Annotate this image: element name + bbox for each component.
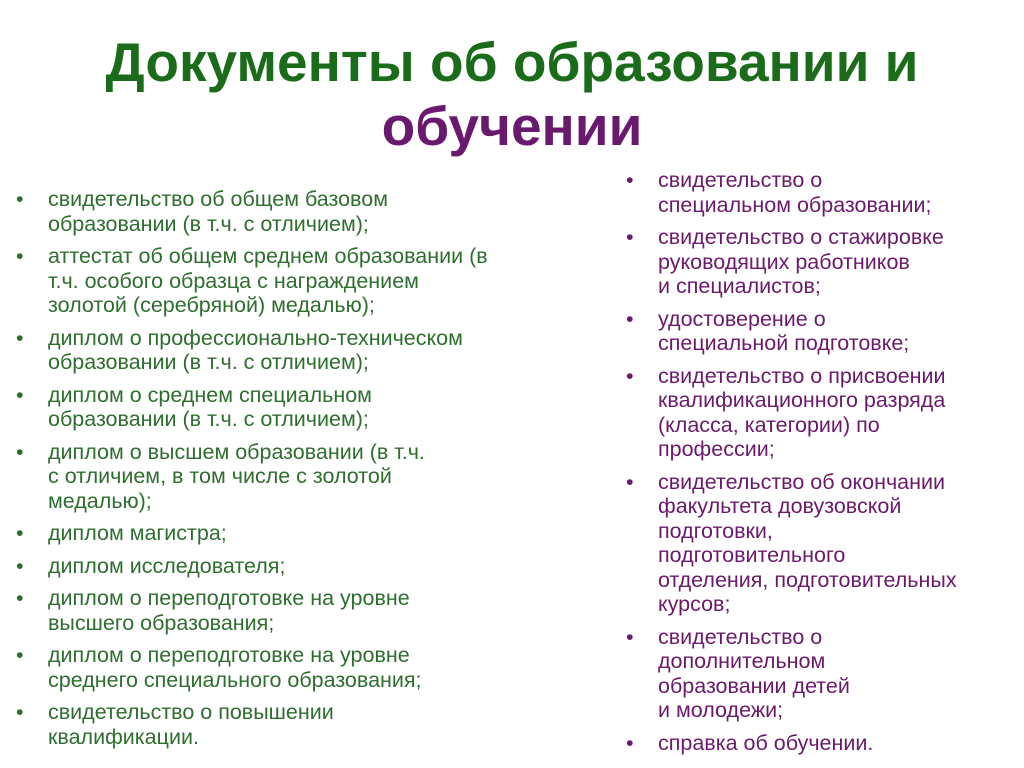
bullet-icon: • <box>626 469 634 494</box>
right-list-item-text-line: свидетельство о присвоении <box>658 363 946 388</box>
bullet-icon: • <box>626 363 634 388</box>
right-list-item-text-line: свидетельство о стажировке <box>658 225 944 249</box>
right-list-item-text-line: (класса, категории) по <box>658 412 880 437</box>
left-list-item-text-line: диплом о переподготовке на уровне <box>48 586 410 610</box>
right-list-item <box>620 225 1020 299</box>
left-list-item-text-line: диплом о профессионально-техническом <box>48 325 463 350</box>
right-list-item-text-line: отделения, подготовительных <box>658 567 957 592</box>
slide-title <box>0 30 1024 158</box>
left-list-item-text-line: свидетельство о повышении <box>48 700 334 724</box>
bullet-icon: • <box>16 439 24 464</box>
right-list-item-text-line: удостоверение о <box>658 306 826 331</box>
left-list-item-text-line: образовании (в т.ч. с отличием); <box>48 407 369 431</box>
right-list-item <box>620 625 1020 723</box>
left-list-item-text-line: т.ч. особого образца с награждением <box>48 268 419 293</box>
right-list-item-text-line: свидетельство об окончании <box>658 469 946 494</box>
right-list-item <box>620 168 1020 217</box>
left-list-item <box>10 554 580 579</box>
right-list-item-text-line: специальном образовании; <box>658 192 932 217</box>
right-list-item-text-line: руководящих работников <box>658 249 910 274</box>
left-list-item-text-line: квалификации. <box>48 724 199 749</box>
right-list-item-text-line: факультета довузовской <box>658 494 902 518</box>
bullet-icon: • <box>626 730 634 755</box>
right-list-item-text-line: и специалистов; <box>658 274 821 298</box>
left-list-item-text-line: золотой (серебряной) медалью); <box>48 293 375 317</box>
left-list-item-text-line: свидетельство об общем базовом <box>48 187 388 211</box>
right-list-item-text-line: подготовительного <box>658 543 846 567</box>
left-list-item-text-line: аттестат об общем среднем образовании (в <box>48 244 488 268</box>
right-list-item-text-line: справка об обучении. <box>658 730 874 755</box>
right-list-item <box>620 364 1020 462</box>
left-list-item-text-line: диплом о среднем специальном <box>48 382 372 407</box>
right-list-item-text-line: специальной подготовке; <box>658 331 910 355</box>
left-list-item-text-line: медалью); <box>48 488 152 513</box>
right-list-item <box>620 307 1020 356</box>
bullet-icon: • <box>16 244 24 268</box>
right-list-item-text-line: подготовки, <box>658 518 773 543</box>
right-list-item-text-line: курсов; <box>658 592 731 616</box>
bullet-icon: • <box>16 325 24 350</box>
left-list-item-text-line: диплом о переподготовке на уровне <box>48 643 410 667</box>
right-list-item-text-line: и молодежи; <box>658 698 784 722</box>
left-list-item <box>10 326 580 375</box>
bullet-icon: • <box>16 586 24 610</box>
right-list-item-text-line: профессии; <box>658 437 775 461</box>
bullet-icon: • <box>626 624 634 649</box>
left-list-item-text-line: диплом магистра; <box>48 521 227 545</box>
right-list-item <box>620 470 1020 617</box>
left-list-item <box>10 187 580 236</box>
bullet-icon: • <box>626 168 634 192</box>
slide-title-line-1: Документы об образовании и <box>105 31 919 93</box>
right-list-item-text-line: образовании детей <box>658 673 850 698</box>
left-list-item-text-line: высшего образования; <box>48 610 275 635</box>
left-list-item-text-line: диплом исследователя; <box>48 553 286 578</box>
right-list-item <box>620 731 1020 756</box>
left-list-item <box>10 244 580 318</box>
slide-title-line-2: обучении <box>381 95 643 157</box>
bullet-icon: • <box>626 306 634 331</box>
bullet-icon: • <box>16 187 24 211</box>
bullet-icon: • <box>16 382 24 407</box>
left-list-item-text-line: образовании (в т.ч. с отличием); <box>48 350 369 374</box>
left-list-item-text-line: диплом о высшем образовании (в т.ч. <box>48 439 425 464</box>
right-list-item-text-line: свидетельство о <box>658 168 823 192</box>
right-list-item-text-line: квалификационного разряда <box>658 388 946 412</box>
bullet-icon: • <box>16 521 24 545</box>
left-list-item-text-line: среднего специального образования; <box>48 667 422 692</box>
left-list-item <box>10 383 580 432</box>
right-list-item-text-line: дополнительном <box>658 649 826 673</box>
left-list-item <box>10 521 580 546</box>
left-list-item-text-line: образовании (в т.ч. с отличием); <box>48 211 369 236</box>
left-list-item <box>10 440 580 514</box>
bullet-icon: • <box>626 225 634 249</box>
bullet-icon: • <box>16 700 24 724</box>
right-list-item-text-line: свидетельство о <box>658 624 823 649</box>
right-document-list <box>620 168 1020 763</box>
left-list-item <box>10 700 580 749</box>
left-list-item <box>10 586 580 635</box>
bullet-icon: • <box>16 643 24 667</box>
left-document-list <box>10 187 580 757</box>
left-list-item <box>10 643 580 692</box>
left-list-item-text-line: с отличием, в том числе с золотой <box>48 464 392 488</box>
bullet-icon: • <box>16 553 24 578</box>
